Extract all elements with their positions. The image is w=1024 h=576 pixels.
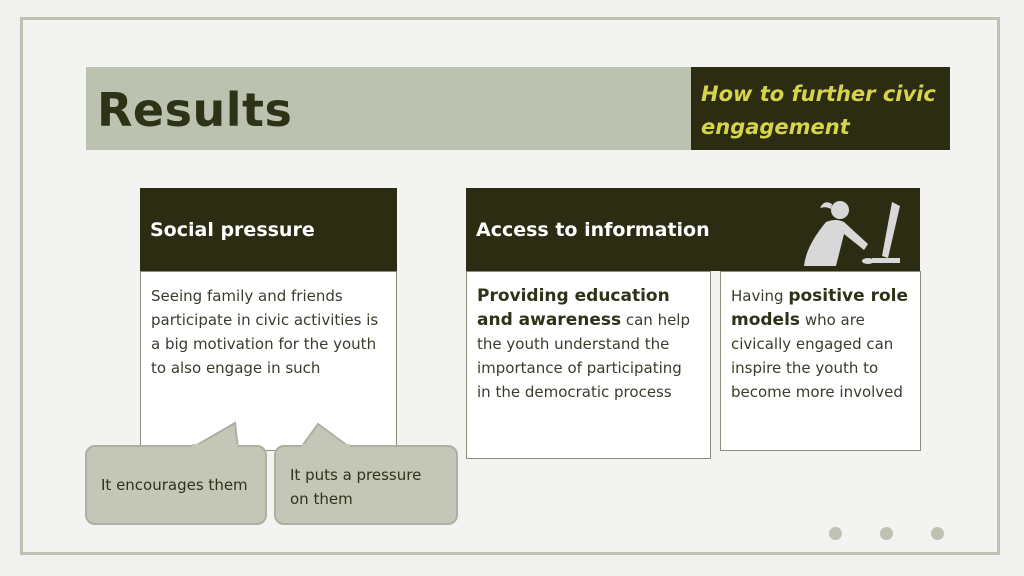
social-pressure-header [140, 188, 397, 271]
pagination-dot-2[interactable] [880, 527, 893, 540]
slide-subtitle [701, 78, 941, 144]
social-pressure-text: Seeing family and friends participate in civic activities is a big motivation for the youth to also engage in such [151, 287, 379, 377]
subtitle-line-2: engagement [701, 115, 850, 139]
person-at-computer-icon [796, 196, 908, 268]
pressure-bubble [274, 445, 458, 525]
subtitle-line-1: How to further civic [701, 82, 936, 106]
bubble-seam-right [302, 444, 350, 448]
slide-title: Results [97, 83, 293, 137]
education-bold-text: Providing education and awareness [477, 286, 670, 330]
pagination-dot-3[interactable] [931, 527, 944, 540]
pagination-dot-1[interactable] [829, 527, 842, 540]
pressure-text: It puts a pressure on them [290, 466, 422, 508]
bubble-seam-left [192, 444, 238, 448]
role-models-card [720, 271, 921, 451]
encourages-text: It encourages them [101, 476, 248, 494]
social-pressure-heading: Social pressure [150, 218, 315, 241]
access-heading: Access to information [476, 218, 710, 241]
education-card [466, 271, 711, 459]
education-text: can help the youth understand the importance of participating in the democratic process [477, 311, 690, 401]
role-models-text: who are civically engaged can inspire the youth to become more involved [731, 311, 903, 401]
encourages-bubble [85, 445, 267, 525]
role-models-prefix: Having [731, 287, 789, 305]
role-models-bold-text: positive role models [731, 286, 909, 330]
